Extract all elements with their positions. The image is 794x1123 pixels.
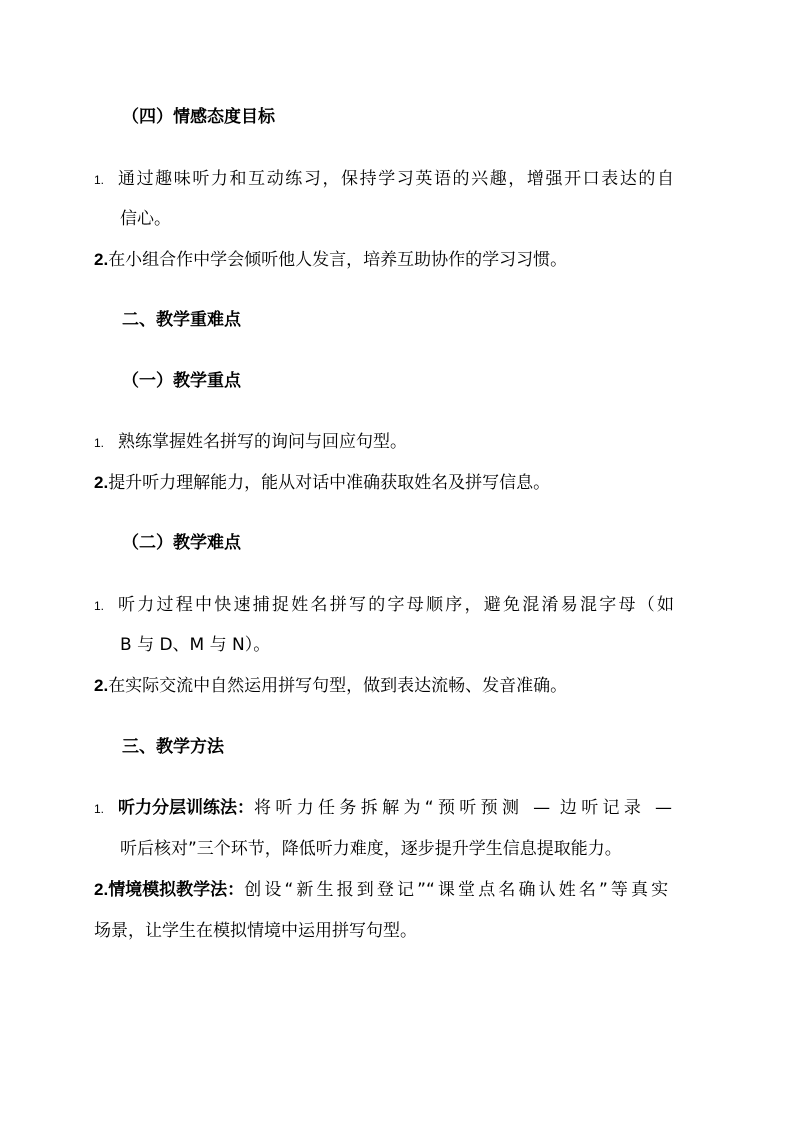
item-text: 听力过程中快速捕捉姓名拼写的字母顺序，避免混淆易混字母（如 — [118, 595, 674, 615]
item-text: 创设“新生报到登记”“课堂点名确认姓名”等真实 — [244, 880, 669, 900]
item-number: 1. — [94, 436, 105, 450]
item-text: 在小组合作中学会倾听他人发言，培养互助协作的学习习惯。 — [108, 250, 568, 270]
item-number: 1. — [94, 802, 105, 816]
item-number: 2. — [94, 250, 109, 269]
difficulty-item-1 — [94, 593, 674, 618]
method-label: 听力分层训练法： — [118, 798, 254, 818]
section-4-heading: （四）情感态度目标 — [122, 107, 275, 127]
item-text: 熟练掌握姓名拼写的询问与回应句型。 — [118, 432, 407, 452]
item-number: 2. — [94, 676, 109, 695]
item-number: 1. — [94, 173, 105, 187]
section-4-item-1 — [94, 167, 674, 192]
part-3-heading: 三、教学方法 — [122, 737, 224, 757]
item-text: 在实际交流中自然运用拼写句型，做到表达流畅、发音准确。 — [108, 676, 568, 696]
item-text: 将听力任务拆解为“预听预测 — 边听记录 — — [254, 798, 672, 818]
method-label: 情境模拟教学法： — [108, 880, 245, 900]
key-point-item-2 — [94, 471, 550, 495]
section-4-item-1-continuation: 信心。 — [120, 209, 171, 229]
item-text: 提升听力理解能力，能从对话中准确获取姓名及拼写信息。 — [108, 473, 551, 493]
method-item-1 — [94, 796, 672, 821]
method-item-2-continuation: 场景，让学生在模拟情境中运用拼写句型。 — [94, 921, 417, 941]
difficulty-item-1-continuation: B 与 D、M 与 N）。 — [120, 635, 271, 655]
section-4-item-2 — [94, 248, 567, 272]
item-number: 2. — [94, 473, 109, 492]
part-2-sub-2-heading: （二）教学难点 — [122, 533, 241, 553]
item-text: 通过趣味听力和互动练习，保持学习英语的兴趣，增强开口表达的自 — [118, 169, 674, 189]
item-number: 1. — [94, 599, 105, 613]
key-point-item-1 — [94, 430, 407, 455]
method-item-1-continuation: 听后核对”三个环节，降低听力难度，逐步提升学生信息提取能力。 — [120, 839, 622, 859]
difficulty-item-2 — [94, 674, 567, 698]
item-number: 2. — [94, 880, 109, 899]
method-item-2 — [94, 878, 668, 902]
part-2-heading: 二、教学重难点 — [122, 310, 241, 330]
part-2-sub-1-heading: （一）教学重点 — [122, 371, 241, 391]
